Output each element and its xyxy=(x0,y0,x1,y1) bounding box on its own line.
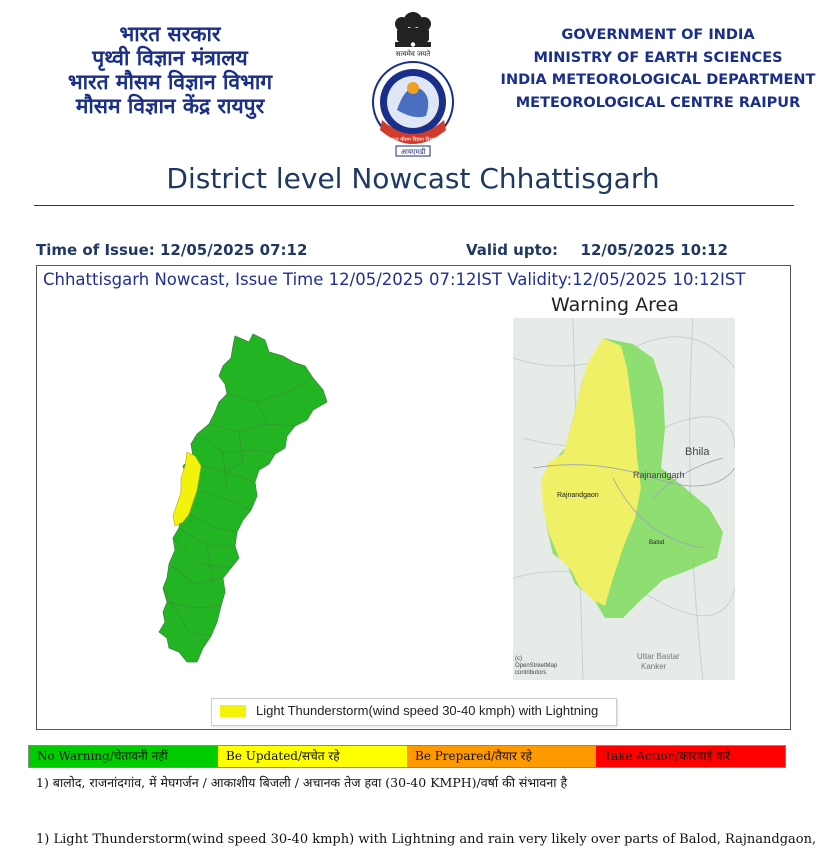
scale-be-updated: Be Updated/सचेत रहे xyxy=(218,746,407,767)
english-header-line-3: INDIA METEOROLOGICAL DEPARTMENT xyxy=(500,72,816,88)
english-header-line-2: MINISTRY OF EARTH SCIENCES xyxy=(533,49,783,66)
label-kanker: Kanker xyxy=(641,662,667,671)
hindi-header-line-1: भारत सरकार xyxy=(119,22,221,46)
legend-yellow-swatch xyxy=(220,705,246,717)
label-balod: Balod xyxy=(649,540,665,546)
scale-no-warning: No Warning/चेतावनी नहीं xyxy=(29,746,218,767)
label-rajnandgaon: Rajnandgaon xyxy=(557,492,599,499)
hindi-header-line-2: पृथ्वी विज्ञान मंत्रालय xyxy=(92,46,248,70)
valid-upto-value: 12/05/2025 10:12 xyxy=(580,241,728,259)
label-bhilai: Bhila xyxy=(685,446,710,458)
legend-label: Light Thunderstorm(wind speed 30-40 kmph) with Lightning xyxy=(256,703,599,718)
warning-area-title: Warning Area xyxy=(551,294,679,316)
issue-time xyxy=(36,241,307,259)
valid-upto-label: Valid upto: xyxy=(466,241,559,259)
title-divider xyxy=(34,205,794,206)
osm-attribution: (c) OpenStreetMap contributors xyxy=(515,656,558,676)
scale-be-prepared: Be Prepared/तैयार रहे xyxy=(407,746,596,767)
page-title: District level Nowcast Chhattisgarh xyxy=(166,162,660,195)
zoom-map-graphic xyxy=(513,318,735,680)
nowcast-header: Chhattisgarh Nowcast, Issue Time 12/05/2025 07:12IST Validity:12/05/2025 10:12IST xyxy=(43,270,746,289)
hindi-header-line-4: मौसम विज्ञान केंद्र रायपुर xyxy=(75,94,265,118)
ashoka-emblem-icon xyxy=(362,8,464,158)
chhattisgarh-district-map xyxy=(127,332,337,672)
valid-upto xyxy=(466,241,728,259)
nowcast-panel xyxy=(36,265,791,730)
logo-tag: आयएमडी xyxy=(400,148,426,156)
english-header-line-4: METEOROLOGICAL CENTRE RAIPUR xyxy=(515,94,801,111)
warning-area-zoom-map xyxy=(513,318,735,680)
issue-time-value: 12/05/2025 07:12 xyxy=(159,241,308,259)
issue-time-label: Time of Issue: xyxy=(36,241,155,259)
emblem-motto: सत्यमेव जयते xyxy=(395,50,431,58)
english-forecast-note: 1) Light Thunderstorm(wind speed 30-40 kmph) with Lightning and rain very likely over parts of Balod, Rajnandgaon, xyxy=(36,832,817,847)
hindi-forecast-note: 1) बालोद, राजनांदगांव, में मेघगर्जन / आकाशीय बिजली / अचानक तेज हवा (30-40 KMPH)/वर्षा की संभावना है xyxy=(36,775,568,790)
hindi-header-line-3: भारत मौसम विज्ञान विभाग xyxy=(67,70,273,94)
logo-ribbon-text: भारत मौसम विज्ञान विभाग xyxy=(388,137,438,143)
english-header-line-1: GOVERNMENT OF INDIA xyxy=(561,27,755,43)
national-emblem-and-imd-logo xyxy=(362,8,464,158)
map-legend xyxy=(211,698,617,726)
warning-color-scale xyxy=(28,745,786,768)
english-header xyxy=(500,24,816,114)
scale-take-action: Take Action/कारवाई करें xyxy=(596,746,785,767)
label-rajnandgaon-area: Rajnandgarh xyxy=(633,470,685,480)
label-uttar-bastar: Uttar Bastar xyxy=(637,652,680,661)
hindi-header xyxy=(40,22,300,118)
